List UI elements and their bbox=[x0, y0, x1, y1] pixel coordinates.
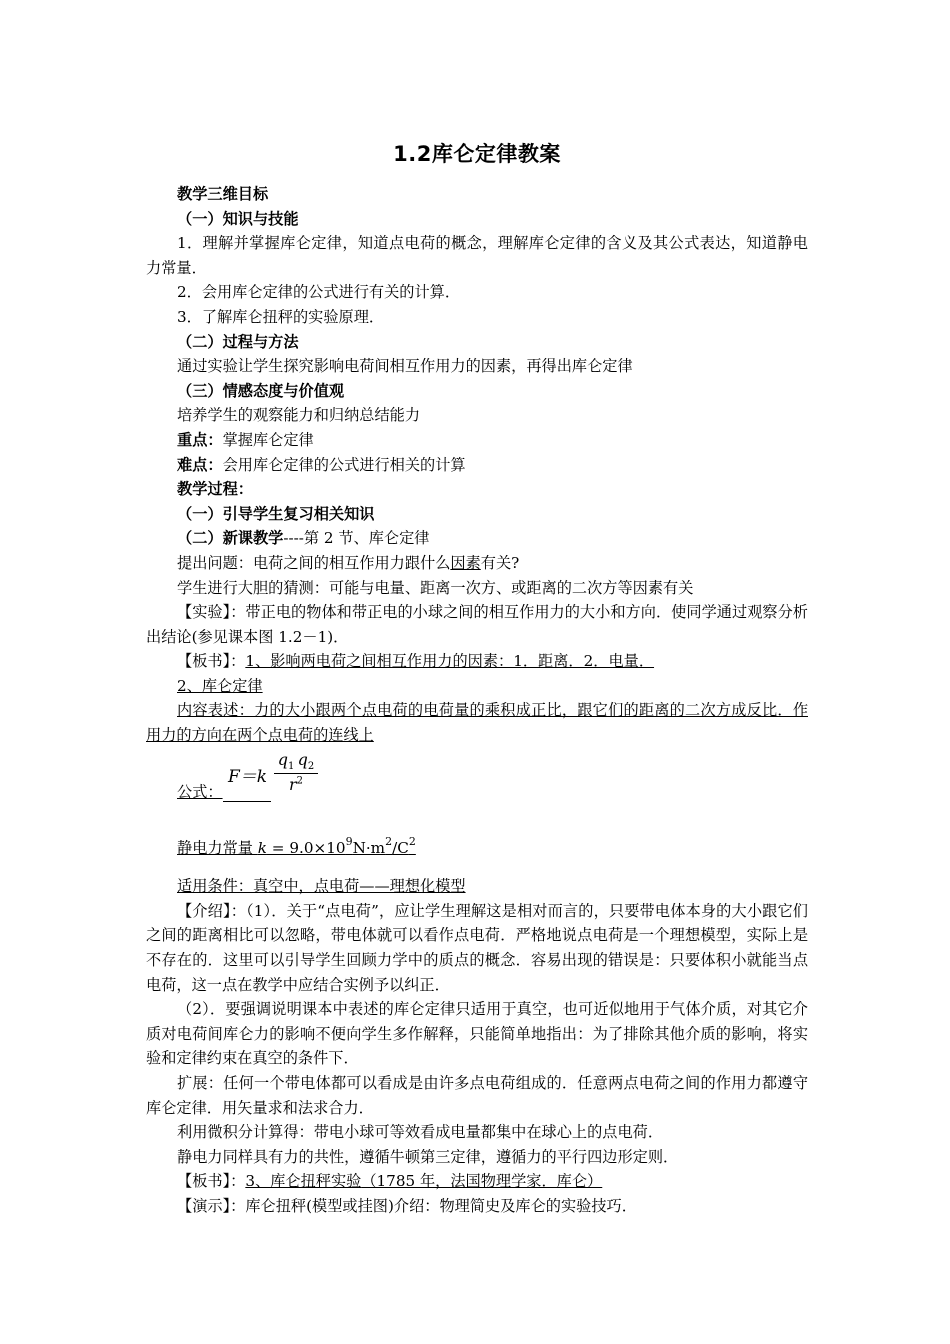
process-heading: （二）过程与方法 bbox=[177, 332, 299, 351]
step-2-text: ----第 2 节、库仑定律 bbox=[283, 529, 430, 548]
question-suffix: 有关? bbox=[480, 553, 520, 572]
process-text: 通过实验让学生探究影响电荷间相互作用力的因素，再得出库仑定律 bbox=[177, 357, 633, 376]
emotion-heading: （三）情感态度与价值观 bbox=[177, 381, 345, 400]
formula-lhs: F＝k bbox=[228, 766, 268, 787]
formula-line bbox=[146, 750, 808, 814]
board-1 bbox=[146, 649, 808, 674]
formula-denominator: $r^2$ bbox=[288, 774, 304, 794]
intro-2: （2）．要强调说明课本中表述的库仑定律只适用于真空，也可近似地用于气体介质，对其它介质对电荷间库仑力的影响不便向学生多作解释，只能简单地指出：为了排除其他介质的影响，将实验和定律约束在真空的条件下． bbox=[146, 1000, 808, 1068]
key-point bbox=[146, 428, 808, 453]
question-prefix: 提出问题：电荷之间的相互作用力跟什么 bbox=[177, 553, 451, 572]
knowledge-heading: （一）知识与技能 bbox=[177, 209, 299, 228]
step-2 bbox=[146, 526, 808, 551]
board-2: 2、库仑定律 bbox=[177, 676, 263, 695]
board-3 bbox=[146, 1169, 808, 1194]
calculus-text: 利用微积分计算得：带电小球可等效看成电量都集中在球心上的点电荷． bbox=[177, 1123, 663, 1142]
board-3-b: （1785 年，法国物理学家．库仑） bbox=[361, 1172, 603, 1191]
step-2-label: （二）新课教学 bbox=[177, 529, 284, 548]
formula-numerator: $q_1$ $q_2$ bbox=[277, 749, 315, 772]
coulomb-constant: 静电力常量 $k = 9.0\times 10^9N\cdot m^2/C^2$ bbox=[177, 834, 416, 857]
formula-fraction bbox=[274, 750, 318, 794]
knowledge-item-3: 3．了解库仑扭秤的实验原理． bbox=[177, 307, 385, 326]
question bbox=[146, 551, 808, 576]
board-3-label: 【板书】： bbox=[177, 1172, 246, 1191]
board-1-label: 【板书】： bbox=[177, 652, 246, 671]
knowledge-item-2: 2．会用库仑定律的公式进行有关的计算． bbox=[177, 283, 461, 302]
board-1-text: 1、影响两电荷之间相互作用力的因素：1．距离．2．电量． bbox=[245, 652, 655, 671]
emotion-text: 培养学生的观察能力和归纳总结能力 bbox=[177, 406, 420, 425]
experiment-text: 【实验】：带正电的物体和带正电的小球之间的相互作用力的大小和方向．使同学通过观察分析出结论(参见课本图 1.2－1)． bbox=[146, 603, 808, 646]
goals-heading: 教学三维目标 bbox=[177, 185, 269, 203]
board-3-a: 3、库仑扭秤实验 bbox=[245, 1172, 362, 1191]
step-1: （一）引导学生复习相关知识 bbox=[177, 504, 375, 523]
law-content: 内容表述：力的大小跟两个点电荷的电荷量的乘积成正比，跟它们的距离的二次方成反比．作用力的方向在两个点电荷的连线上 bbox=[146, 701, 808, 745]
knowledge-item-1: 1．理解并掌握库仑定律，知道点电荷的概念，理解库仑定律的含义及其公式表达，知道静电力常量． bbox=[146, 234, 808, 277]
document-title: 1.2库仑定律教案 bbox=[393, 142, 561, 166]
document-page bbox=[146, 130, 808, 1219]
extension-text: 扩展：任何一个带电体都可以看成是由许多点电荷组成的．任意两点电荷之间的作用力都遵守库仑定律．用矢量求和法求合力． bbox=[146, 1074, 808, 1117]
fraction-bar bbox=[274, 773, 318, 774]
guess-text: 学生进行大胆的猜测：可能与电量、距离一次方、或距离的二次方等因素有关 bbox=[177, 578, 694, 597]
key-point-text: 掌握库仑定律 bbox=[222, 430, 314, 449]
difficulty-point bbox=[146, 453, 808, 478]
force-properties-text: 静电力同样具有力的共性，遵循牛顿第三定律，遵循力的平行四边形定则． bbox=[177, 1147, 679, 1166]
demo-text: 【演示】：库仑扭秤(模型或挂图)介绍：物理简史及库仑的实验技巧． bbox=[177, 1196, 637, 1215]
question-underlined: 因素 bbox=[450, 553, 481, 572]
teaching-process-heading: 教学过程： bbox=[177, 480, 253, 499]
difficulty-text: 会用库仑定律的公式进行相关的计算 bbox=[222, 455, 466, 474]
difficulty-label: 难点： bbox=[177, 455, 223, 474]
intro-1: 【介绍】：（1）．关于“点电荷”，应让学生理解这是相对而言的，只要带电体本身的大小跟它们之间的距离相比可以忽略，带电体就可以看作点电荷．严格地说点电荷是一个理想模型，实际上是不存在的．这里可以引导学生回顾力学中的质点的概念．容易出现的错误是：只要体积小就能当点电荷，这一点在教学中应结合实例予以纠正． bbox=[146, 901, 808, 994]
formula-label: 公式： bbox=[177, 781, 271, 802]
key-point-label: 重点： bbox=[177, 430, 223, 449]
applicable-conditions: 适用条件：真空中，点电荷——理想化模型 bbox=[177, 877, 466, 896]
